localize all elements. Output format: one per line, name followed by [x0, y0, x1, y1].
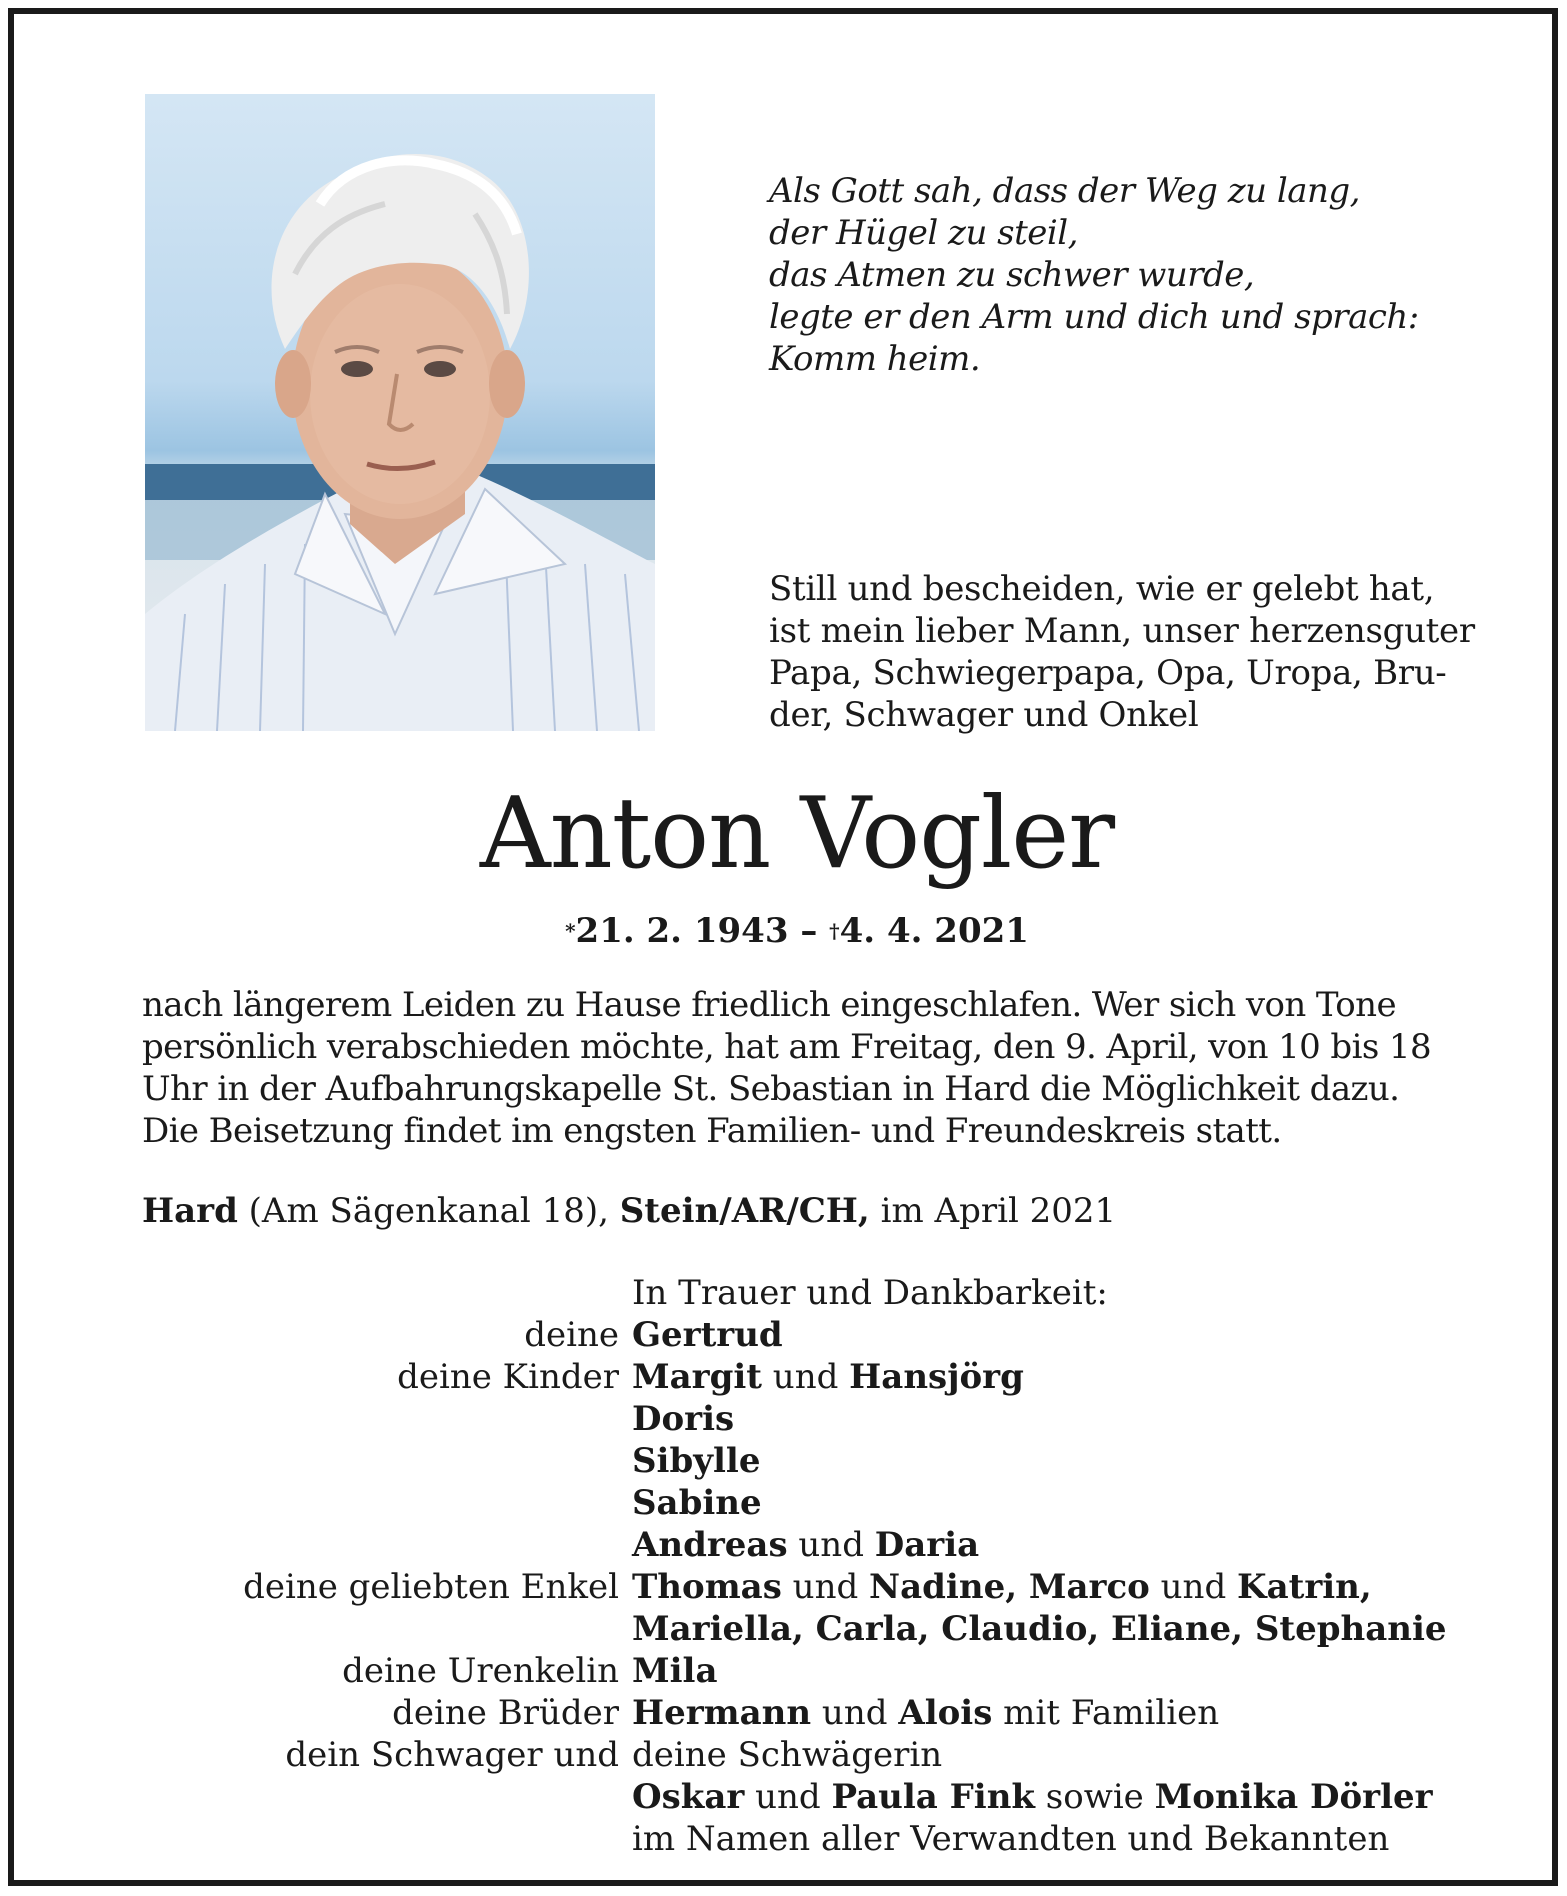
mourners-heading-row [14, 1272, 1567, 1314]
born-date: 21. 2. 1943 – [575, 911, 818, 951]
mourner-names [632, 1482, 762, 1524]
mourner-name: Katrin, [1237, 1567, 1372, 1607]
mourner-name: Mariella, Carla, Claudio, Eliane, Stephanie [632, 1609, 1447, 1649]
mourner-connector: und [781, 1567, 870, 1607]
mourner-relation: deine Brüder [392, 1693, 619, 1733]
mourner-row [14, 1398, 1567, 1440]
mourner-names [632, 1776, 1433, 1818]
mourner-names [632, 1314, 783, 1356]
mourner-row [14, 1440, 1567, 1482]
mourner-names [632, 1566, 1372, 1608]
mourner-row [14, 1734, 1567, 1776]
body-line: Die Beisetzung findet im engsten Familien- und Freundeskreis statt. [142, 1111, 1282, 1151]
mourner-relation: deine [524, 1315, 619, 1355]
verse-line: Komm heim. [769, 339, 981, 379]
mourner-row [14, 1524, 1567, 1566]
mourner-names [632, 1356, 1024, 1398]
mourner-row [14, 1566, 1567, 1608]
body-line: Uhr in der Aufbahrungskapelle St. Sebastian in Hard die Möglichkeit dazu. [142, 1069, 1400, 1109]
mourner-name: Sabine [632, 1483, 762, 1523]
deceased-name: Anton Vogler [479, 777, 1115, 891]
life-dates [14, 910, 1567, 952]
mourner-relation: deine geliebten Enkel [243, 1567, 619, 1607]
place-date [142, 1190, 1116, 1232]
address: (Am Sägenkanal 18), [248, 1191, 609, 1231]
intro-line: Still und bescheiden, wie er gelebt hat, [769, 569, 1435, 609]
town-hard: Hard [142, 1191, 238, 1231]
mourner-name: Doris [632, 1399, 735, 1439]
mourner-name: Paula Fink [831, 1777, 1035, 1817]
intro-line: ist mein lieber Mann, unser herzensguter [769, 611, 1475, 651]
mourner-names [632, 1650, 718, 1692]
mourner-name: Hansjörg [849, 1357, 1024, 1397]
mourner-names [632, 1398, 734, 1440]
mourner-connector: deine Schwägerin [632, 1735, 943, 1775]
mourner-names [632, 1734, 942, 1776]
mourner-name: Nadine, Marco [869, 1567, 1150, 1607]
mourner-row [14, 1650, 1567, 1692]
mourner-relation: dein Schwager und [285, 1735, 619, 1775]
mourner-names [632, 1524, 979, 1566]
mourner-row [14, 1608, 1567, 1650]
town-stein: Stein/AR/CH, [619, 1191, 870, 1231]
mourner-connector: und [787, 1525, 875, 1565]
mourners-list [14, 1272, 1567, 1860]
verse-line: Als Gott sah, dass der Weg zu lang, [769, 171, 1360, 211]
died-symbol: † [829, 919, 840, 943]
mourner-connector: im Namen aller Verwandten und Bekannten [632, 1819, 1390, 1859]
portrait-photo [145, 94, 655, 731]
mourner-connector: und [1149, 1567, 1238, 1607]
intro-line: Papa, Schwiegerpapa, Opa, Uropa, Bru- [769, 653, 1447, 693]
mourner-names [632, 1818, 1389, 1860]
mourner-connector: und [744, 1777, 832, 1817]
born-symbol: * [565, 919, 576, 943]
announcement-text [142, 984, 1462, 1152]
obituary-frame [8, 8, 1558, 1886]
mourner-row [14, 1692, 1567, 1734]
mourner-row [14, 1482, 1567, 1524]
mourner-connector: und [811, 1693, 899, 1733]
mourners-heading: In Trauer und Dankbarkeit: [632, 1273, 1108, 1313]
mourner-name: Hermann [632, 1693, 812, 1733]
mourner-name: Monika Dörler [1154, 1777, 1433, 1817]
mourner-name: Margit [632, 1357, 762, 1397]
verse-line: der Hügel zu steil, [769, 213, 1078, 253]
body-line: nach längerem Leiden zu Hause friedlich eingeschlafen. Wer sich von Tone [142, 985, 1396, 1025]
mourner-name: Sibylle [632, 1441, 761, 1481]
verse-line: legte er den Arm und dich und sprach: [769, 297, 1419, 337]
mourner-name: Gertrud [632, 1315, 783, 1355]
mourner-name: Thomas [632, 1567, 782, 1607]
intro-line: der, Schwager und Onkel [769, 695, 1199, 735]
mourner-connector: mit Familien [992, 1693, 1220, 1733]
verse-line: das Atmen zu schwer wurde, [769, 255, 1255, 295]
mourner-connector: und [761, 1357, 850, 1397]
mourner-relation: deine Urenkelin [342, 1651, 619, 1691]
mourner-name: Daria [874, 1525, 980, 1565]
date-line: im April 2021 [880, 1191, 1117, 1231]
body-line: persönlich verabschieden möchte, hat am Freitag, den 9. April, von 10 bis 18 [142, 1027, 1431, 1067]
died-date: 4. 4. 2021 [839, 911, 1029, 951]
mourner-row [14, 1356, 1567, 1398]
mourner-row [14, 1776, 1567, 1818]
mourner-row [14, 1818, 1567, 1860]
verse [769, 170, 1469, 380]
mourner-connector: sowie [1034, 1777, 1155, 1817]
mourner-relation: deine Kinder [397, 1357, 619, 1397]
intro-text [769, 568, 1475, 736]
mourner-name: Andreas [632, 1525, 788, 1565]
mourner-row [14, 1314, 1567, 1356]
mourner-name: Alois [898, 1693, 993, 1733]
mourner-names [632, 1608, 1447, 1650]
mourner-name: Oskar [632, 1777, 745, 1817]
mourner-names [632, 1440, 760, 1482]
mourner-names [632, 1692, 1219, 1734]
mourner-name: Mila [632, 1651, 718, 1691]
